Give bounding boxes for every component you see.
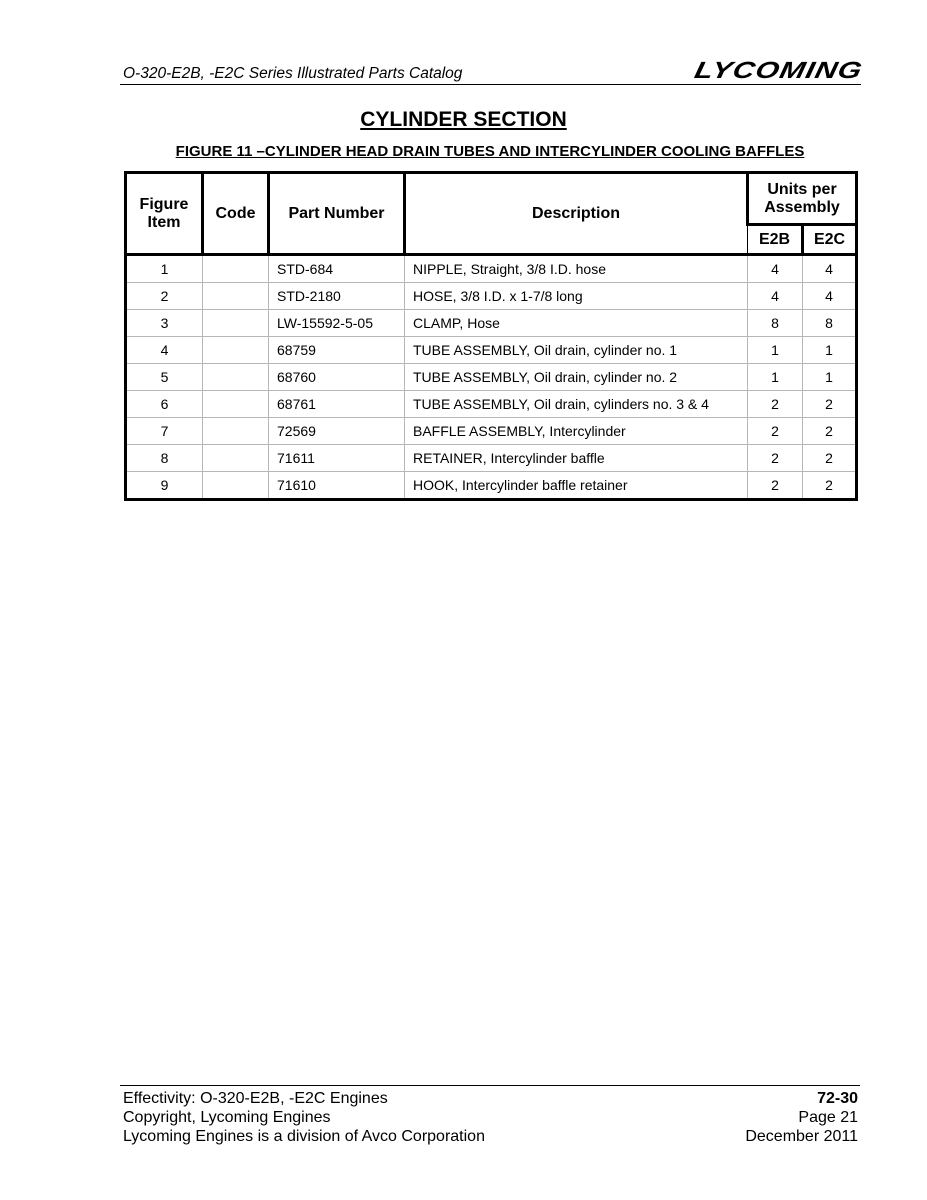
table-row [126, 364, 857, 391]
cell-figure-item: 8 [126, 445, 203, 472]
table-row [126, 418, 857, 445]
cell-code [203, 445, 269, 472]
cell-e2c: 4 [803, 283, 857, 310]
header-code: Code [203, 173, 269, 255]
cell-e2c: 1 [803, 337, 857, 364]
cell-e2b: 2 [748, 391, 803, 418]
cell-figure-item: 4 [126, 337, 203, 364]
cell-part-number: 71610 [269, 472, 405, 500]
cell-e2c: 2 [803, 391, 857, 418]
cell-part-number: 71611 [269, 445, 405, 472]
cell-code [203, 418, 269, 445]
cell-description: HOOK, Intercylinder baffle retainer [405, 472, 748, 500]
table-row [126, 310, 857, 337]
cell-part-number: 68759 [269, 337, 405, 364]
cell-code [203, 391, 269, 418]
cell-e2c: 2 [803, 472, 857, 500]
document-title: O-320-E2B, -E2C Series Illustrated Parts Catalog [123, 65, 463, 82]
parts-table [124, 171, 858, 501]
cell-part-number: STD-2180 [269, 283, 405, 310]
cell-description: CLAMP, Hose [405, 310, 748, 337]
header-part-number: Part Number [269, 173, 405, 255]
cell-figure-item: 7 [126, 418, 203, 445]
footer-division: Lycoming Engines is a division of Avco Corporation [123, 1128, 485, 1145]
cell-e2c: 4 [803, 255, 857, 283]
table-row [126, 472, 857, 500]
cell-e2b: 1 [748, 337, 803, 364]
table-row [126, 255, 857, 283]
cell-figure-item: 1 [126, 255, 203, 283]
cell-e2c: 2 [803, 418, 857, 445]
cell-e2b: 4 [748, 255, 803, 283]
table-row [126, 337, 857, 364]
cell-code [203, 255, 269, 283]
cell-e2b: 2 [748, 445, 803, 472]
footer-section-number: 72-30 [817, 1090, 858, 1107]
cell-figure-item: 2 [126, 283, 203, 310]
cell-part-number: 68761 [269, 391, 405, 418]
table-row [126, 391, 857, 418]
cell-part-number: STD-684 [269, 255, 405, 283]
footer-effectivity: Effectivity: O-320-E2B, -E2C Engines [123, 1090, 388, 1107]
cell-description: HOSE, 3/8 I.D. x 1-7/8 long [405, 283, 748, 310]
cell-e2c: 8 [803, 310, 857, 337]
page-footer [120, 1085, 860, 1150]
cell-description: NIPPLE, Straight, 3/8 I.D. hose [405, 255, 748, 283]
cell-code [203, 337, 269, 364]
cell-description: BAFFLE ASSEMBLY, Intercylinder [405, 418, 748, 445]
lycoming-logo: LYCOMING [691, 57, 865, 84]
footer-copyright: Copyright, Lycoming Engines [123, 1109, 331, 1126]
cell-e2b: 1 [748, 364, 803, 391]
footer-page-number: Page 21 [798, 1109, 858, 1126]
cell-part-number: 72569 [269, 418, 405, 445]
cell-description: RETAINER, Intercylinder baffle [405, 445, 748, 472]
cell-e2b: 8 [748, 310, 803, 337]
footer-date: December 2011 [745, 1128, 858, 1145]
cell-e2c: 2 [803, 445, 857, 472]
cell-figure-item: 3 [126, 310, 203, 337]
cell-description: TUBE ASSEMBLY, Oil drain, cylinder no. 1 [405, 337, 748, 364]
cell-e2b: 2 [748, 418, 803, 445]
cell-figure-item: 9 [126, 472, 203, 500]
cell-part-number: LW-15592-5-05 [269, 310, 405, 337]
page-header [120, 52, 865, 85]
header-e2c: E2C [803, 225, 857, 255]
header-figure-item: Figure Item [126, 173, 203, 255]
table-row [126, 283, 857, 310]
section-title: CYLINDER SECTION [360, 108, 567, 131]
cell-figure-item: 5 [126, 364, 203, 391]
table-row [126, 445, 857, 472]
header-units-per-assembly: Units per Assembly [748, 173, 857, 225]
cell-code [203, 472, 269, 500]
cell-code [203, 283, 269, 310]
cell-part-number: 68760 [269, 364, 405, 391]
header-description: Description [405, 173, 748, 255]
cell-e2b: 4 [748, 283, 803, 310]
cell-e2c: 1 [803, 364, 857, 391]
cell-e2b: 2 [748, 472, 803, 500]
cell-description: TUBE ASSEMBLY, Oil drain, cylinders no. 3 & 4 [405, 391, 748, 418]
cell-code [203, 364, 269, 391]
cell-code [203, 310, 269, 337]
cell-figure-item: 6 [126, 391, 203, 418]
figure-title: FIGURE 11 –CYLINDER HEAD DRAIN TUBES AND INTERCYLINDER COOLING BAFFLES [175, 143, 805, 160]
cell-description: TUBE ASSEMBLY, Oil drain, cylinder no. 2 [405, 364, 748, 391]
header-e2b: E2B [748, 225, 803, 255]
